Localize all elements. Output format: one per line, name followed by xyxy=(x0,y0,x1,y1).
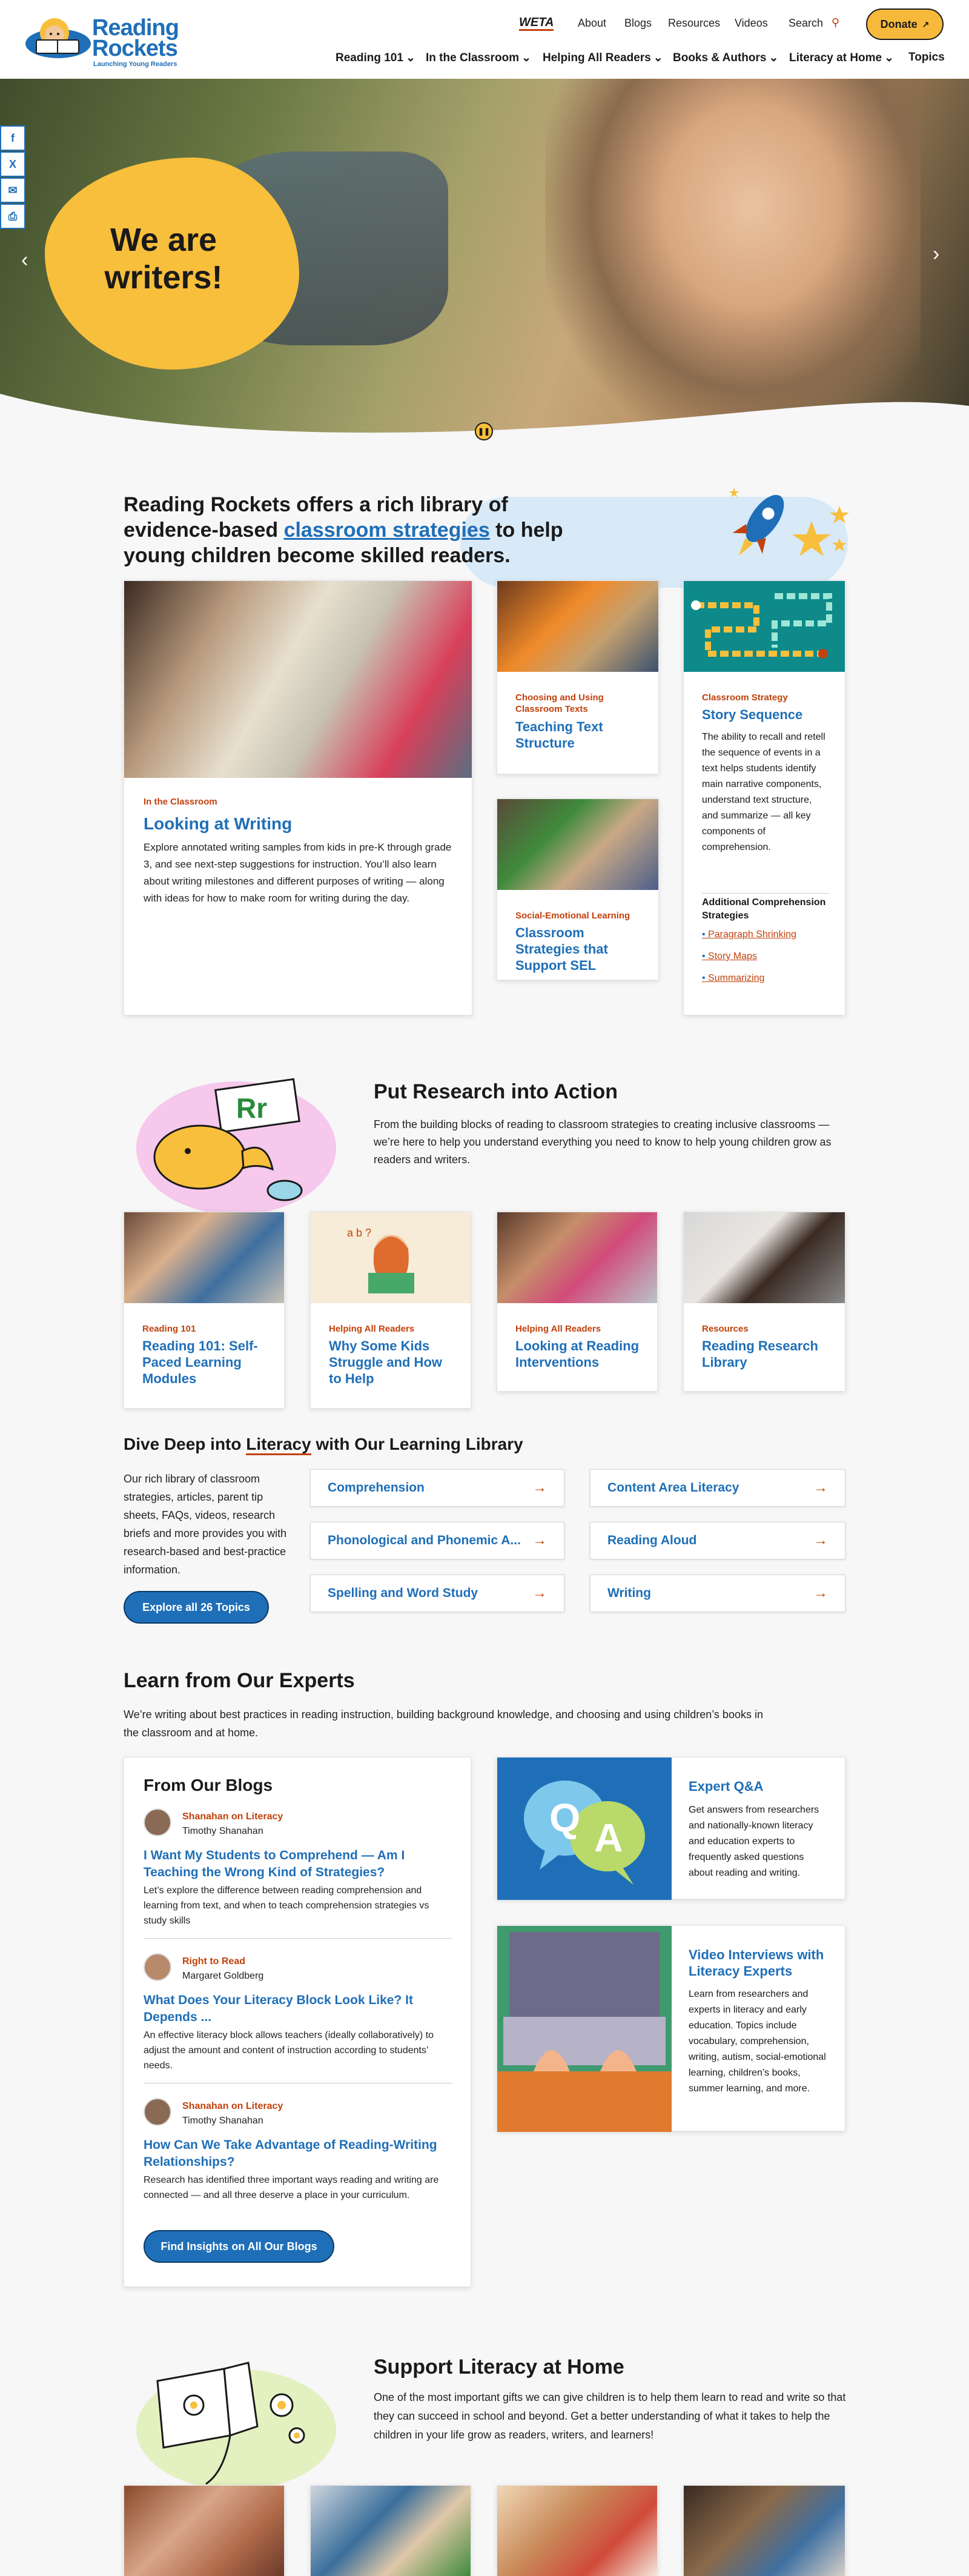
chevron-down-icon: ⌄ xyxy=(405,51,415,64)
home-card-3[interactable] xyxy=(497,2485,658,2576)
logo-title-line-2: Rockets xyxy=(92,36,177,61)
blog-post-title[interactable]: I Want My Students to Comprehend — Am I Teaching the Wrong Kind of Strategies? xyxy=(144,1848,405,1879)
topic-label: Spelling and Word Study xyxy=(328,1586,478,1600)
rocket-book-logo-icon xyxy=(24,13,92,62)
card-title[interactable]: Reading 101: Self-Paced Learning Modules xyxy=(142,1338,258,1386)
experts-heading: Learn from Our Experts xyxy=(124,1669,355,1692)
card-reading-interventions[interactable] xyxy=(497,1212,658,1392)
arrow-right-icon: → xyxy=(813,1532,828,1549)
nav-label: Helping All Readers xyxy=(543,51,651,64)
blog-author: Timothy Shanahan xyxy=(182,1826,263,1836)
chevron-down-icon: ⌄ xyxy=(769,51,779,64)
home-card-1[interactable] xyxy=(124,2485,285,2576)
card-title[interactable]: Looking at Writing xyxy=(144,814,293,833)
illustration-story-sequence xyxy=(684,581,845,672)
blog-name[interactable]: Shanahan on Literacy xyxy=(182,2101,283,2111)
carousel-pause-button[interactable]: ❚❚ xyxy=(475,422,493,440)
card-reading-101-modules[interactable] xyxy=(124,1212,285,1409)
hero-carousel xyxy=(0,79,969,442)
blogs-card xyxy=(124,1757,471,2287)
card-eyebrow: Choosing and Using Classroom Texts xyxy=(515,692,604,714)
photo-teacher-and-girl xyxy=(497,1212,657,1303)
home-body: One of the most important gifts we can give children is to help them learn to read and write so that they can succeed in school and beyond. Get a better understanding of what it takes to help the children in your life grow as readers, writers, and learners! xyxy=(374,2391,846,2441)
blog-post-excerpt: An effective literacy block allows teachers (ideally collaboratively) to adjust the amount and content of instruction according to students’ needs. xyxy=(144,2030,434,2071)
experts-body: We’re writing about best practices in reading instruction, building background knowledge, and choosing and using children’s books in the classroom and at home. xyxy=(124,1708,763,1739)
nav-util-videos[interactable]: Videos xyxy=(735,17,768,29)
hero-title: We are writers! xyxy=(104,222,223,296)
photo-boy-with-book xyxy=(684,2486,845,2576)
card-teaching-text-structure[interactable] xyxy=(497,580,659,774)
nav-util-search[interactable]: Search xyxy=(789,17,824,29)
story-path-icon xyxy=(684,581,845,672)
topic-label: Phonological and Phonemic A... xyxy=(328,1533,521,1547)
topic-spelling-word-study[interactable] xyxy=(310,1575,564,1612)
card-story-sequence xyxy=(683,580,845,1015)
laptop-illustration xyxy=(497,1926,672,2132)
arrow-right-icon: → xyxy=(813,1479,828,1496)
nav-helping-all-readers[interactable] xyxy=(543,51,663,65)
find-insights-blogs-button[interactable]: Find Insights on All Our Blogs xyxy=(144,2230,334,2263)
blog-post-excerpt: Let’s explore the difference between reading comprehension and learning from text, and when to teach comprehension strategies vs study skills xyxy=(144,1885,429,1926)
card-body: Learn from researchers and experts in literacy and early education. Topics include vocabulary, comprehension, writing, autism, social-emotional learning, children’s books, summer learning, and more. xyxy=(689,1989,826,2094)
divider xyxy=(144,1938,452,1939)
topic-label: Writing xyxy=(607,1586,651,1600)
laptop-typing-icon xyxy=(497,1926,672,2132)
card-title[interactable]: Teaching Text Structure xyxy=(515,719,603,751)
blogs-heading: From Our Blogs xyxy=(144,1776,273,1794)
nav-literacy-at-home[interactable] xyxy=(789,51,894,65)
blog-author: Timothy Shanahan xyxy=(182,2116,263,2126)
weta-logo[interactable]: WETA xyxy=(519,16,554,31)
photo-parent-and-kid xyxy=(497,2486,657,2576)
topic-comprehension[interactable] xyxy=(310,1469,564,1507)
card-reading-research-library[interactable] xyxy=(683,1212,845,1392)
nav-label: Books & Authors xyxy=(673,51,767,64)
avatar xyxy=(144,1808,171,1836)
card-eyebrow: In the Classroom xyxy=(144,797,217,807)
search-icon[interactable]: ⚲ xyxy=(832,16,840,28)
nav-in-the-classroom[interactable] xyxy=(426,51,531,65)
girl-thinking-icon xyxy=(311,1212,472,1303)
photo-children-writing xyxy=(124,581,472,778)
svg-text:Rr: Rr xyxy=(236,1092,268,1124)
topic-label: Content Area Literacy xyxy=(607,1481,739,1495)
logo-tagline: Launching Young Readers xyxy=(93,61,177,68)
nav-label: Literacy at Home xyxy=(789,51,882,64)
card-body: Explore annotated writing samples from kids in pre-K through grade 3, and see next-step suggestions for instruction. You’ll also learn about writing milestones and different purposes of writing — along with ideas for how to make room for writing during the day. xyxy=(144,842,452,904)
card-title[interactable]: Story Sequence xyxy=(702,707,803,722)
heading-text: with Our Learning Library xyxy=(311,1435,523,1453)
whale-alphabet-illustration xyxy=(133,1072,339,1218)
photo-teacher-with-books xyxy=(497,581,658,672)
avatar xyxy=(144,2098,171,2126)
qa-illustration xyxy=(497,1758,672,1900)
external-link-icon: ↗ xyxy=(922,19,930,29)
heading-underlined-word: Literacy xyxy=(246,1435,311,1455)
blog-post-title[interactable]: What Does Your Literacy Block Look Like? It Depends ... xyxy=(144,1993,413,2024)
home-heading: Support Literacy at Home xyxy=(374,2355,624,2378)
carousel-next-icon[interactable]: › xyxy=(933,242,940,265)
open-book-flowers-illustration xyxy=(133,2357,339,2490)
photo-woman-at-laptop xyxy=(684,1212,845,1303)
qa-a-letter: A xyxy=(594,1815,623,1860)
topic-writing[interactable] xyxy=(590,1575,845,1612)
card-title[interactable]: Reading Research Library xyxy=(702,1338,818,1370)
card-why-kids-struggle[interactable] xyxy=(310,1212,471,1409)
arrow-right-icon: → xyxy=(532,1585,547,1601)
card-eyebrow: Classroom Strategy xyxy=(702,692,788,703)
illustration-struggling-reader xyxy=(311,1212,471,1303)
nav-util-about[interactable]: About xyxy=(578,17,607,29)
additional-strategies-list xyxy=(702,924,796,989)
library-heading xyxy=(124,1435,523,1454)
qa-q-letter: Q xyxy=(549,1795,581,1840)
home-card-2[interactable] xyxy=(310,2485,471,2576)
heading-text: to help young children become skilled readers. xyxy=(124,519,563,567)
carousel-prev-icon[interactable]: ‹ xyxy=(21,248,28,271)
chevron-down-icon: ⌄ xyxy=(653,51,663,64)
nav-util-blogs[interactable]: Blogs xyxy=(624,17,652,29)
heading-text: Dive Deep into xyxy=(124,1435,246,1453)
topic-label: Comprehension xyxy=(328,1481,425,1495)
email-share-icon[interactable]: ✉ xyxy=(0,178,25,203)
card-eyebrow: Resources xyxy=(702,1324,749,1334)
card-classroom-strategies-sel[interactable] xyxy=(497,798,659,980)
card-eyebrow: Helping All Readers xyxy=(515,1324,601,1334)
nav-label: Reading 101 xyxy=(336,51,403,64)
card-body: Get answers from researchers and nationally-known literacy and education experts to frequently asked questions about reading and writing. xyxy=(689,1805,819,1878)
topic-content-area-literacy[interactable] xyxy=(590,1469,845,1507)
x-share-icon[interactable]: X xyxy=(0,151,25,177)
blog-post-title[interactable]: How Can We Take Advantage of Reading-Writing Relationships? xyxy=(144,2138,437,2169)
blog-author: Margaret Goldberg xyxy=(182,1971,264,1981)
feature-card-looking-at-writing[interactable] xyxy=(124,580,472,1015)
photo-mother-and-child xyxy=(124,2486,284,2576)
card-title[interactable]: Looking at Reading Interventions xyxy=(515,1338,640,1370)
research-heading: Put Research into Action xyxy=(374,1080,618,1103)
logo[interactable] xyxy=(24,11,182,68)
topic-reading-aloud[interactable] xyxy=(590,1522,845,1559)
donate-label: Donate xyxy=(880,18,918,30)
topic-label: Reading Aloud xyxy=(607,1533,697,1547)
photo-kids-at-table xyxy=(497,799,658,890)
nav-books-authors[interactable] xyxy=(673,51,778,65)
link-summarizing[interactable]: • Summarizing xyxy=(702,968,796,989)
photo-students-reading xyxy=(124,1212,284,1303)
chevron-down-icon: ⌄ xyxy=(521,51,532,64)
link-paragraph-shrinking[interactable]: • Paragraph Shrinking xyxy=(702,924,796,946)
logo-title-line-1: Reading xyxy=(92,15,179,41)
link-story-maps[interactable]: • Story Maps xyxy=(702,946,796,968)
svg-text:a b ?: a b ? xyxy=(347,1227,372,1239)
facebook-share-icon[interactable]: f xyxy=(0,125,25,151)
research-body: From the building blocks of reading to classroom strategies to creating inclusive classrooms — we’re here to help you understand everything you need to know to help young children grow as readers and writers. xyxy=(374,1118,832,1166)
arrow-right-icon: → xyxy=(532,1479,547,1496)
chevron-down-icon: ⌄ xyxy=(884,51,895,64)
print-icon[interactable]: ⎙ xyxy=(0,204,25,229)
card-title[interactable]: Classroom Strategies that Support SEL xyxy=(515,925,608,973)
card-video-interviews[interactable] xyxy=(497,1925,845,2131)
card-title[interactable]: Expert Q&A xyxy=(689,1779,764,1794)
home-card-4[interactable] xyxy=(683,2485,845,2576)
card-expert-qa[interactable] xyxy=(497,1757,845,1899)
photo-family-reading xyxy=(311,2486,471,2576)
strategies-heading xyxy=(124,492,584,568)
avatar xyxy=(144,1953,171,1981)
card-eyebrow: Helping All Readers xyxy=(329,1324,415,1334)
topic-phonological-awareness[interactable] xyxy=(310,1522,564,1559)
card-eyebrow: Social-Emotional Learning xyxy=(515,911,630,921)
blog-post-excerpt: Research has identified three important ways reading and writing are connected — and all three deserve a place in your curriculum. xyxy=(144,2175,439,2200)
site-header xyxy=(0,0,969,79)
blog-name[interactable]: Right to Read xyxy=(182,1956,245,1967)
library-body: Our rich library of classroom strategies, articles, parent tip sheets, FAQs, videos, research briefs and more provides you with research-based and best-practice information. xyxy=(124,1473,287,1576)
blog-name[interactable]: Shanahan on Literacy xyxy=(182,1811,283,1822)
card-eyebrow: Reading 101 xyxy=(142,1324,196,1334)
rocket-stars-icon xyxy=(721,485,854,569)
nav-topics[interactable]: Topics xyxy=(908,51,945,64)
heading-text: Reading Rockets offers a rich library of evidence-based xyxy=(124,493,508,542)
nav-label: In the Classroom xyxy=(426,51,520,64)
explore-topics-button[interactable]: Explore all 26 Topics xyxy=(124,1591,269,1624)
nav-util-resources[interactable]: Resources xyxy=(668,17,721,29)
additional-strategies-heading: Additional Comprehension Strategies xyxy=(702,897,826,921)
nav-reading-101[interactable] xyxy=(336,51,415,65)
card-title[interactable]: Why Some Kids Struggle and How to Help xyxy=(329,1338,442,1386)
arrow-right-icon: → xyxy=(813,1585,828,1601)
qa-bubbles-icon xyxy=(497,1758,672,1900)
donate-button[interactable] xyxy=(866,8,944,40)
divider xyxy=(702,893,829,894)
arrow-right-icon: → xyxy=(532,1532,547,1549)
card-body: The ability to recall and retell the sequence of events in a text helps students identify main narrative components, understand text structure, and summarize — all key components of comprehension. xyxy=(702,732,825,852)
classroom-strategies-link[interactable]: classroom strategies xyxy=(283,519,490,542)
card-title[interactable]: Video Interviews with Literacy Experts xyxy=(689,1947,824,1979)
